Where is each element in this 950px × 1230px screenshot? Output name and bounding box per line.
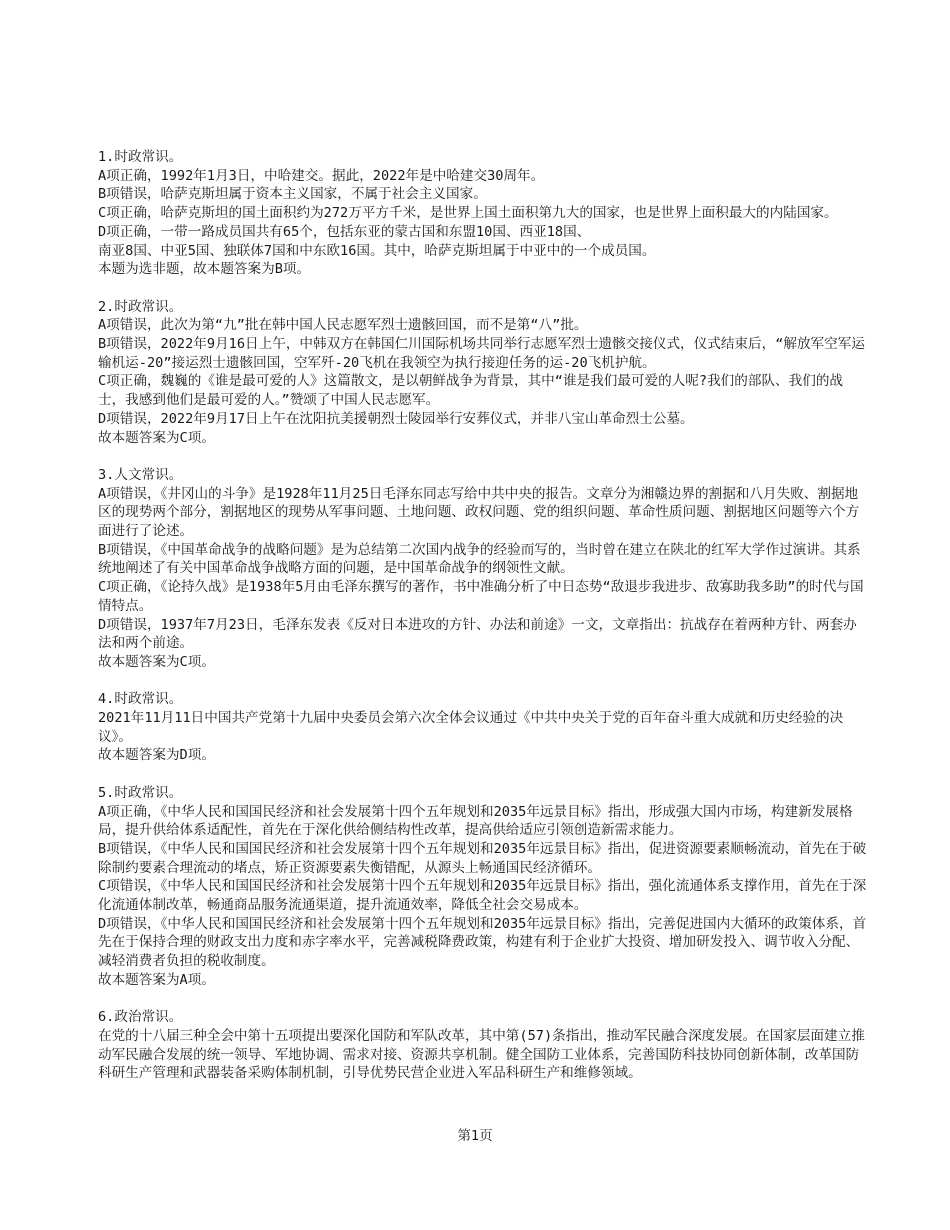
paragraph-line: D项正确，一带一路成员国共有65个，包括东亚的蒙古国和东盟10国、西亚18国、 bbox=[98, 223, 591, 240]
paragraph-line: 2021年11月11日中国共产党第十九届中央委员会第六次全体会议通过《中共中央关于党的百年奋斗重大成就和历史经验的决议》。 bbox=[98, 710, 844, 745]
paragraph-line: C项正确，魏巍的《谁是最可爱的人》这篇散文，是以朝鲜战争为背景，其中“谁是我们最可爱的人呢?我们的部队、我们的战士，我感到他们是最可爱的人。”赞颂了中国人民志愿军。 bbox=[98, 373, 844, 409]
paragraph-line: D项错误，《中华人民和国国民经济和社会发展第十四个五年规划和2035年远景目标》指出，完善促进国内大循环的政策体系，首先在于保持合理的财政支出力度和赤字率水平，完善减税降费政策，构建有利于企业扩大投资、增加研发投入、调节收入分配、减轻消费者负担的税收制度。 bbox=[98, 915, 867, 970]
question-4-explanation bbox=[98, 690, 868, 765]
section-title: 2.时政常识。 bbox=[98, 298, 183, 315]
paragraph-line: C项错误，《中华人民和国国民经济和社会发展第十四个五年规划和2035年远景目标》指出，强化流通体系支撑作用，首先在于深化流通体制改革，畅通商品服务流通渠道，提升流通效率，降低全社会交易成本。 bbox=[98, 878, 867, 914]
question-1-explanation bbox=[98, 148, 868, 279]
section-title: 4.时政常识。 bbox=[98, 691, 183, 708]
answer-line: 故本题答案为D项。 bbox=[98, 747, 215, 764]
question-3-explanation bbox=[98, 466, 868, 672]
answer-line: 故本题答案为C项。 bbox=[98, 429, 215, 446]
question-5-explanation bbox=[98, 784, 868, 990]
paragraph-line: B项错误，2022年9月16日上午，中韩双方在韩国仁川国际机场共同举行志愿军烈士遗骸交接仪式，仪式结束后，“解放军空军运输机运-20”接运烈士遗骸回国，空军歼-20飞机在我领空为执行接迎任务的运-20飞机护航。 bbox=[98, 336, 865, 371]
section-title: 3.人文常识。 bbox=[98, 466, 183, 483]
paragraph-line: B项错误，《中华人民和国国民经济和社会发展第十四个五年规划和2035年远景目标》指出，促进资源要素顺畅流动，首先在于破除制约要素合理流动的堵点，矫正资源要素失衡错配，从源头上畅通国民经济循环。 bbox=[98, 840, 867, 876]
paragraph-line: C项正确，哈萨克斯坦的国土面积约为272万平方千米，是世界上国土面积第九大的国家，也是世界上面积最大的内陆国家。 bbox=[98, 205, 838, 222]
page-number: 第1页 bbox=[457, 1128, 493, 1144]
paragraph-line: A项正确，《中华人民和国国民经济和社会发展第十四个五年规划和2035年远景目标》指出，形成强大国内市场，构建新发展格局，提升供给体系适配性，首先在于深化供给侧结构性改革，提高供给适应引领创造新需求能力。 bbox=[98, 803, 853, 839]
paragraph-line: C项正确，《论持久战》是1938年5月由毛泽东撰写的著作，书中准确分析了中日态势“敌退步我进步、敌寡助我多助”的时代与国情特点。 bbox=[98, 579, 864, 614]
question-6-explanation bbox=[98, 1008, 868, 1083]
section-title: 6.政治常识。 bbox=[98, 1009, 183, 1026]
section-title: 1.时政常识。 bbox=[98, 149, 183, 165]
paragraph-line: B项错误，哈萨克斯坦属于资本主义国家，不属于社会主义国家。 bbox=[98, 186, 487, 203]
paragraph-line: D项错误，1937年7月23日，毛泽东发表《反对日本进攻的方针、办法和前途》一文，文章指出：抗战存在着两种方针、两套办法和两个前途。 bbox=[98, 616, 857, 652]
answer-line: 故本题答案为C项。 bbox=[98, 653, 215, 670]
paragraph-line: A项错误，此次为第“九”批在韩中国人民志愿军烈士遗骸回国，而不是第“八”批。 bbox=[98, 317, 588, 334]
paragraph-line: 在党的十八届三种全会中第十五项提出要深化国防和军队改革，其中第(57)条指出，推动军民融合深度发展。在国家层面建立推动军民融合发展的统一领导、军地协调、需求对接、资源共享机制。健全国防工业体系，完善国防科技协同创新体制，改革国防科研生产管理和武器装备采购体制机制，引导优势民营企业进入军品科研生产和维修领域。 bbox=[98, 1027, 865, 1082]
answer-line: 本题为选非题，故本题答案为B项。 bbox=[98, 261, 311, 278]
document-body bbox=[98, 148, 868, 1102]
question-2-explanation bbox=[98, 298, 868, 448]
paragraph-line: D项错误，2022年9月17日上午在沈阳抗美援朝烈士陵园举行安葬仪式，并非八宝山革命烈士公墓。 bbox=[98, 410, 694, 427]
paragraph-line: A项错误，《井冈山的斗争》是1928年11月25日毛泽东同志写给中共中央的报告。文章分为湘赣边界的割据和八月失败、割据地区的现势两个部分，割据地区的现势从军事问题、土地问题、政权问题、党的组织问题、革命性质问题、割据地区问题等六个方面进行了论述。 bbox=[98, 485, 860, 540]
answer-line: 故本题答案为A项。 bbox=[98, 971, 215, 988]
paragraph-line: A项正确，1992年1月3日，中哈建交。据此，2022年是中哈建交30周年。 bbox=[98, 167, 545, 184]
paragraph-line: 南亚8国、中亚5国、独联体7国和中东欧16国。其中，哈萨克斯坦属于中亚中的一个成员国。 bbox=[98, 242, 656, 259]
paragraph-line: B项错误，《中国革命战争的战略问题》是为总结第二次国内战争的经验而写的，当时曾在建立在陕北的红军大学作过演讲。其系统地阐述了有关中国革命战争战略方面的问题，是中国革命战争的纲领性文献。 bbox=[98, 541, 861, 577]
section-title: 5.时政常识。 bbox=[98, 784, 183, 801]
